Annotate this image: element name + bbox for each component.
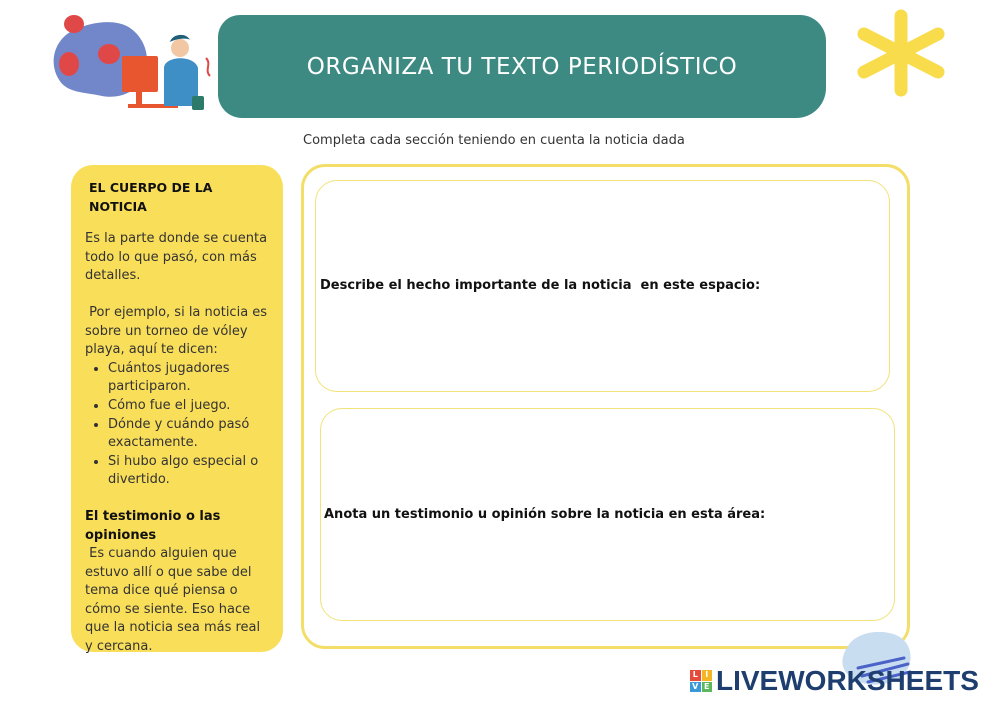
brand-name: LIVEWORKSHEETS — [716, 665, 979, 696]
liveworksheets-logo — [690, 665, 979, 697]
testimony-prompt: Anota un testimonio u opinión sobre la noticia en esta área: — [324, 507, 766, 522]
page-title: ORGANIZA TU TEXTO PERIODÍSTICO — [306, 53, 738, 80]
sidebar-heading: EL CUERPO DE LA NOTICIA — [89, 180, 213, 214]
testimony-text: Es cuando alguien que estuvo allí o que sabe del tema dice qué piensa o cómo se siente. Eso hace que la noticia sea más real y cercana. — [85, 546, 265, 655]
live-badge-icon: L I V E — [690, 670, 712, 692]
instructions-text: Completa cada sección teniendo en cuenta la noticia dada — [303, 133, 685, 148]
info-sidebar — [71, 165, 283, 655]
sidebar-example: Por ejemplo, si la noticia es sobre un torneo de vóley playa, aquí te dicen: — [85, 304, 272, 358]
list-item: • Cómo fue el juego. — [108, 397, 271, 416]
testimony-heading: El testimonio o las opiniones — [85, 508, 221, 543]
list-item: • Si hubo algo especial o divertido. — [108, 453, 271, 490]
detail-list — [85, 360, 271, 490]
list-item: • Cuántos jugadores participaron. — [108, 360, 271, 397]
list-item: • Dónde y cuándo pasó exactamente. — [108, 416, 271, 453]
fact-prompt: Describe el hecho importante de la noticia en este espacio: — [320, 278, 761, 293]
sidebar-intro: Es la parte donde se cuenta todo lo que pasó, con más detalles. — [85, 231, 268, 284]
asterisk-icon — [852, 8, 950, 98]
person-at-computer-illustration — [46, 8, 226, 123]
title-banner — [218, 15, 826, 118]
